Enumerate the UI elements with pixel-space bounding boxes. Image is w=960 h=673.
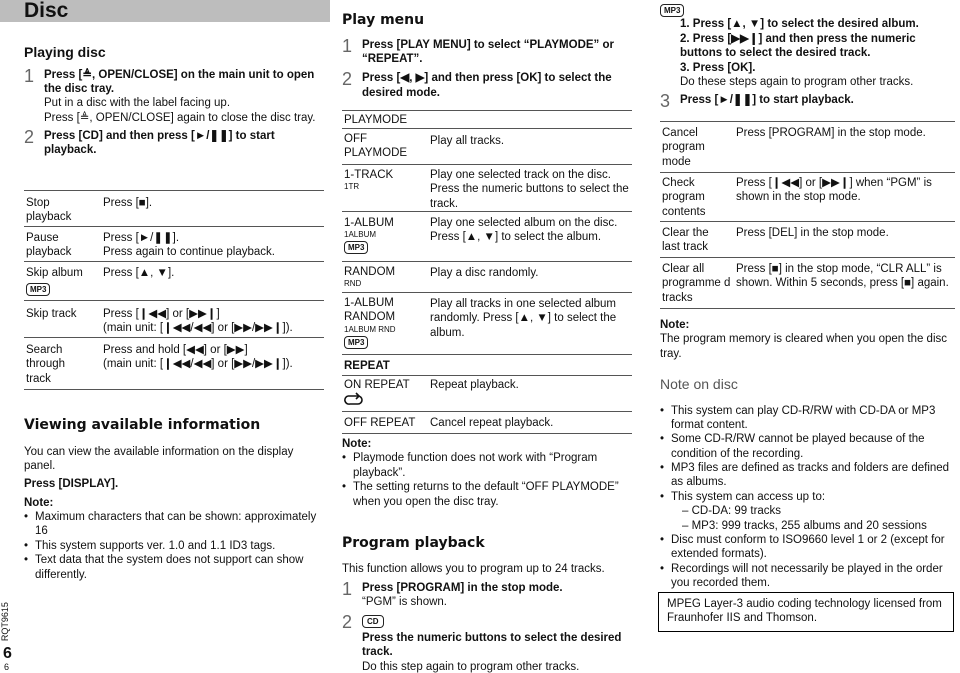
mode-desc: Play all tracks in one selected album randomly. Press [▲, ▼] to select the album. (430, 298, 617, 339)
mode-desc: Repeat playback. (430, 379, 519, 391)
viewing-section (24, 417, 324, 582)
list-item: • Some CD-R/RW cannot be played because of the condition of the recording. (660, 432, 955, 461)
playing-heading: Playing disc (24, 44, 106, 60)
playmode-label: PLAYMODE (344, 114, 408, 126)
row-text: Press [❙◀◀] or [▶▶❙] (main unit: [❙◀◀/◀◀] or [▶▶/▶▶❙]). (103, 308, 293, 335)
divider (24, 300, 324, 301)
row-text: Press [PROGRAM] in the stop mode. (736, 127, 926, 139)
row-text: Press [►/❚❚]. Press again to continue playback. (103, 232, 275, 259)
divider (342, 433, 632, 434)
row-text: Press [■] in the stop mode, “CLR ALL” is shown. Within 5 seconds, press [■] again. (736, 263, 949, 290)
playmenu-heading: Play menu (342, 12, 425, 28)
page-number: 6 (3, 645, 12, 662)
note-label: Note: (24, 496, 54, 509)
column-1 (24, 44, 324, 158)
note-text: The program memory is cleared when you open the disc tray. (660, 333, 948, 360)
mode-desc: Play a disc randomly. (430, 267, 539, 279)
divider (342, 411, 632, 412)
row-label: Check program contents (662, 177, 706, 218)
mp3-steps: 1. Press [▲, ▼] to select the desired album. 2. Press [▶▶❙] and then press the numeric buttons to select the desired track. 3. Press [OK]. Do these steps again to program other tracks. (680, 18, 919, 88)
list-subitem: – CD-DA: 99 tracks (682, 505, 782, 518)
page-title-bar (0, 0, 330, 22)
mp3-badge: MP3 (660, 4, 684, 17)
divider (660, 121, 955, 122)
mp3-program-section (660, 3, 955, 112)
row-text: Press [❙◀◀] or [▶▶❙] when “PGM” is shown in the stop mode. (736, 177, 932, 204)
list-item: • The setting returns to the default “OFF PLAYMODE” when you open the disc tray. (342, 480, 642, 509)
row-label: Stop playback (26, 197, 72, 224)
row-label: Cancel program mode (662, 127, 705, 168)
list-item: • Maximum characters that can be shown: approximately 16 (24, 510, 324, 539)
divider (660, 308, 955, 309)
row-text: Press [■]. (103, 197, 153, 209)
list-item: • This system supports ver. 1.0 and 1.1 ID3 tags. (24, 539, 324, 553)
note-on-disc-heading: Note on disc (660, 376, 738, 392)
row-label: Skip album MP3 (26, 267, 83, 295)
divider (660, 172, 955, 173)
list-item: • Recordings will not necessarily be played in the order you recorded them. (660, 562, 955, 591)
divider (342, 211, 632, 212)
mode-desc: Play one selected track on the disc. Press the numeric buttons to select the track. (430, 169, 629, 210)
row-text: Press [▲, ▼]. (103, 267, 175, 279)
list-item: • Text data that the system does not support can show differently. (24, 553, 324, 582)
note-label: Note: (342, 438, 372, 450)
cd-badge: CD (362, 615, 384, 628)
row-label: Clear all programme d tracks (662, 263, 731, 304)
divider (342, 164, 632, 165)
mode-name: 1-ALBUM 1ALBUM MP3 (344, 217, 394, 253)
mode-desc: Play all tracks. (430, 135, 505, 147)
list-item: • Disc must conform to ISO9660 level 1 or 2 (except for extended formats). (660, 533, 955, 562)
license-box: MPEG Layer-3 audio coding technology licensed from Fraunhofer IIS and Thomson. (658, 592, 954, 632)
program-intro: This function allows you to program up to 24 tracks. (342, 562, 605, 575)
mode-name: 1-TRACK 1TR (344, 169, 394, 192)
divider (342, 110, 632, 111)
mode-desc: Cancel repeat playback. (430, 417, 554, 429)
divider (24, 190, 324, 191)
page-title: Disc (24, 0, 69, 22)
divider (342, 292, 632, 293)
divider (660, 221, 955, 222)
row-label: Skip track (26, 308, 77, 320)
divider (24, 226, 324, 227)
list-item: • This system can play CD-R/RW with CD-DA or MP3 format content. (660, 404, 955, 433)
playing-step-1: 1 Press [≜, OPEN/CLOSE] on the main unit to open the disc tray. (24, 65, 315, 95)
program-step-2: 2 CD Press the numeric buttons to select the desired track. Do this step again to program other tracks. (342, 611, 622, 673)
mp3-step-3: 3 Press [►/❚❚] to start playback. (660, 91, 854, 112)
playing-step-2: 2 Press [CD] and then press [►/❚❚] to start playback. (24, 127, 275, 157)
mp3-badge: MP3 (26, 283, 50, 296)
mode-name: 1-ALBUM RANDOM 1ALBUM RND MP3 (344, 297, 396, 347)
program-step-1: 1 Press [PROGRAM] in the stop mode. “PGM” is shown. (342, 578, 563, 609)
mode-name: OFF REPEAT (344, 417, 416, 429)
playmenu-section (342, 12, 642, 100)
list-item: • This system can access up to: (660, 490, 955, 504)
row-label: Search through track (26, 344, 66, 385)
list-subitem: – MP3: 999 tracks, 255 albums and 20 sessions (682, 519, 927, 532)
note-label: Note: (660, 319, 690, 331)
program-note (660, 318, 955, 361)
divider (660, 257, 955, 258)
divider (342, 128, 632, 129)
repeat-icon (344, 392, 364, 406)
playmenu-notes (342, 437, 642, 509)
mode-name: OFF PLAYMODE (344, 133, 408, 160)
row-label: Clear the last track (662, 227, 709, 254)
playing-step-1-sub: Put in a disc with the label facing up. Press [≜, OPEN/CLOSE] again to close the disc tray. (44, 97, 316, 124)
page-number-small: 6 (4, 662, 10, 672)
viewing-press: Press [DISPLAY]. (24, 478, 119, 491)
viewing-intro: You can view the available information on the display panel. (24, 445, 294, 472)
divider (24, 337, 324, 338)
row-label: Pause playback (26, 232, 72, 259)
mode-desc: Play one selected album on the disc. Press [▲, ▼] to select the album. (430, 217, 618, 244)
divider (342, 375, 632, 376)
divider (342, 354, 632, 355)
row-text: Press [DEL] in the stop mode. (736, 227, 889, 239)
row-text: Press and hold [◀◀] or [▶▶] (main unit: [❙◀◀/◀◀] or [▶▶/▶▶❙]). (103, 344, 293, 371)
mode-name: RANDOM RND (344, 266, 396, 289)
program-heading: Program playback (342, 535, 485, 551)
list-item: • Playmode function does not work with “Program playback”. (342, 451, 642, 480)
note-on-disc-section (660, 376, 955, 590)
program-section (342, 535, 642, 673)
list-item: • MP3 files are defined as tracks and folders are defined as albums. (660, 461, 955, 490)
mode-name: ON REPEAT (344, 378, 410, 411)
playmenu-step-2: 2 Press [◀, ▶] and then press [OK] to select the desired mode. (342, 69, 612, 99)
divider (342, 261, 632, 262)
viewing-heading: Viewing available information (24, 417, 261, 433)
repeat-label: REPEAT (344, 360, 390, 372)
model-code: RQT9615 (0, 602, 10, 642)
divider (24, 389, 324, 390)
playmenu-step-1: 1 Press [PLAY MENU] to select “PLAYMODE” or “REPEAT”. (342, 35, 615, 65)
note-on-disc-list (660, 404, 955, 591)
mp3-badge: MP3 (344, 241, 368, 254)
divider (24, 261, 324, 262)
mp3-badge: MP3 (344, 336, 368, 349)
